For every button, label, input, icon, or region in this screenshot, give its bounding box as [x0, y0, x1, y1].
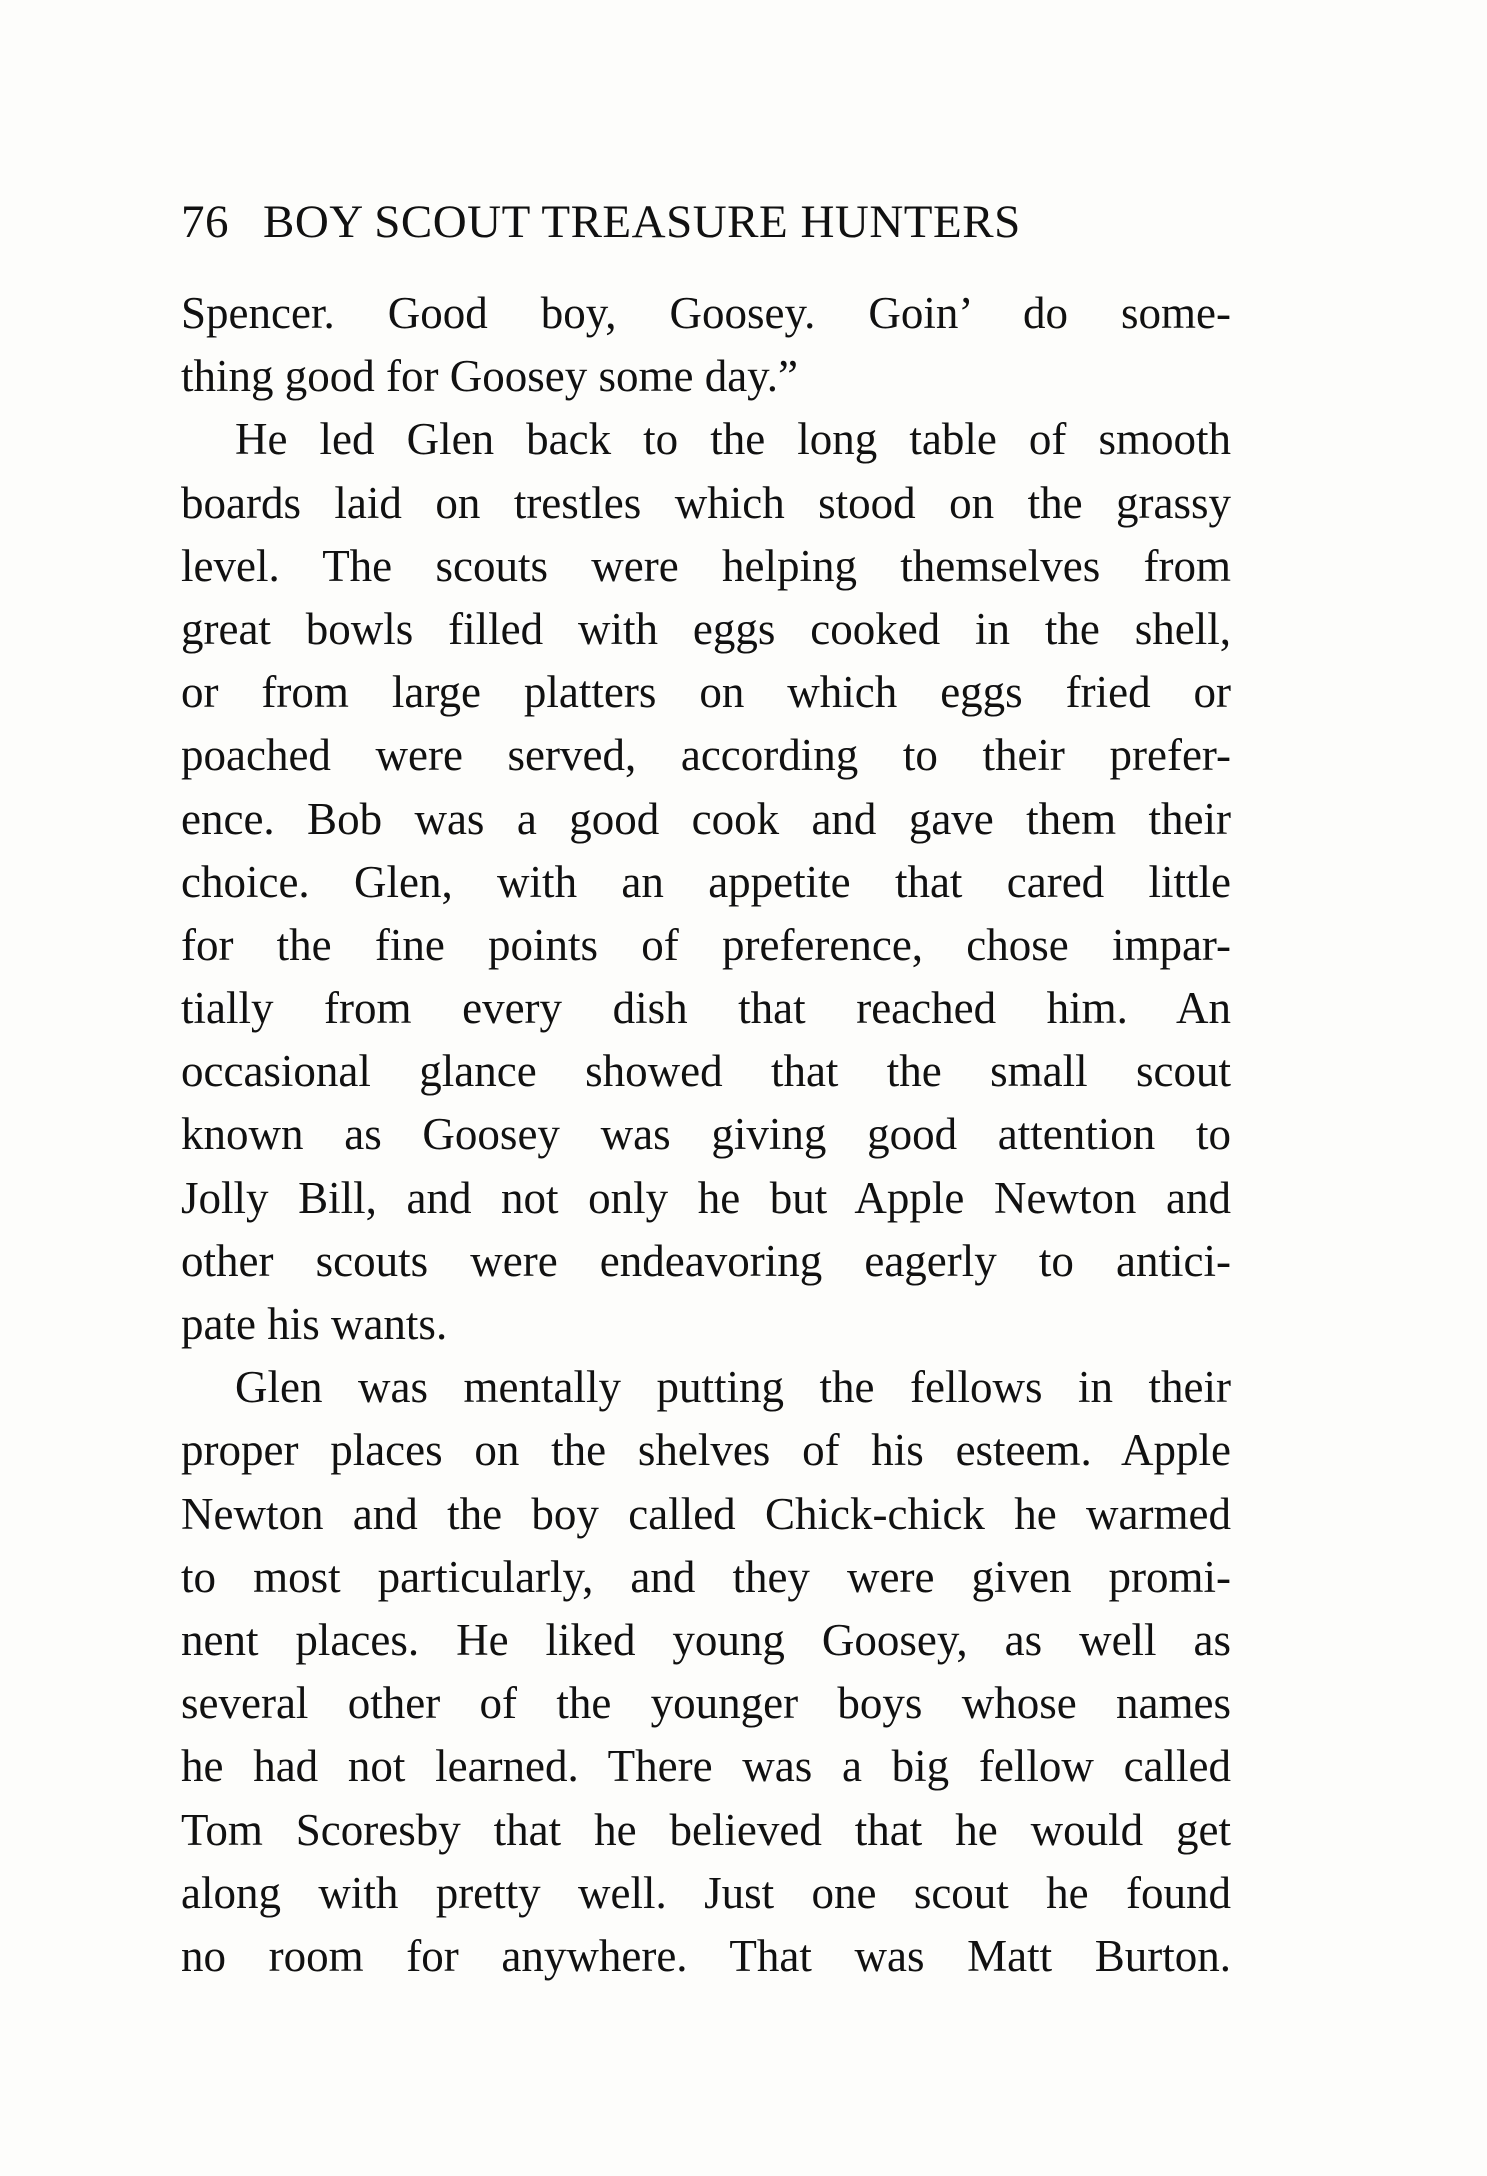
text-line: for the fine points of preference, chose impar-	[181, 919, 1231, 970]
text-line: no room for anywhere. That was Matt Burton.	[181, 1930, 1231, 1981]
text-line: known as Goosey was giving good attention to	[181, 1109, 1231, 1160]
text-line: several other of the younger boys whose names	[181, 1678, 1231, 1729]
text-line: other scouts were endeavoring eagerly to antici-	[181, 1235, 1231, 1286]
text-line: Spencer. Good boy, Goosey. Goin’ do some-	[181, 288, 1231, 338]
text-line: tially from every dish that reached him. An	[181, 983, 1231, 1034]
text-line: Newton and the boy called Chick-chick he warmed	[181, 1488, 1231, 1539]
text-line: He led Glen back to the long table of smooth	[235, 414, 1231, 465]
text-line: along with pretty well. Just one scout he found	[181, 1867, 1231, 1918]
text-line: boards laid on trestles which stood on the grassy	[181, 477, 1231, 528]
text-line: proper places on the shelves of his esteem. Apple	[181, 1425, 1231, 1476]
text-line: pate his wants.	[181, 1299, 448, 1349]
text-line: choice. Glen, with an appetite that cared little	[181, 856, 1231, 907]
page-number: 76	[181, 196, 229, 248]
text-line: to most particularly, and they were given promi-	[181, 1551, 1231, 1602]
body-text	[181, 282, 1231, 1988]
text-line: great bowls filled with eggs cooked in the shell,	[181, 603, 1231, 654]
text-line: thing good for Goosey some day.”	[181, 351, 798, 402]
running-head	[181, 192, 1021, 252]
text-line: occasional glance showed that the small scout	[181, 1046, 1231, 1097]
text-line: level. The scouts were helping themselves from	[181, 540, 1231, 591]
running-title: BOY SCOUT TREASURE HUNTERS	[263, 196, 1021, 248]
text-line: Glen was mentally putting the fellows in their	[235, 1362, 1231, 1413]
text-line: ence. Bob was a good cook and gave them their	[181, 793, 1231, 844]
text-line: Tom Scoresby that he believed that he would get	[181, 1804, 1231, 1855]
text-line: nent places. He liked young Goosey, as well as	[181, 1614, 1231, 1665]
text-line: or from large platters on which eggs fried or	[181, 667, 1231, 718]
text-line: Jolly Bill, and not only he but Apple Newton and	[181, 1172, 1231, 1223]
text-line: he had not learned. There was a big fellow called	[181, 1741, 1231, 1792]
text-line: poached were served, according to their prefer-	[181, 730, 1231, 781]
